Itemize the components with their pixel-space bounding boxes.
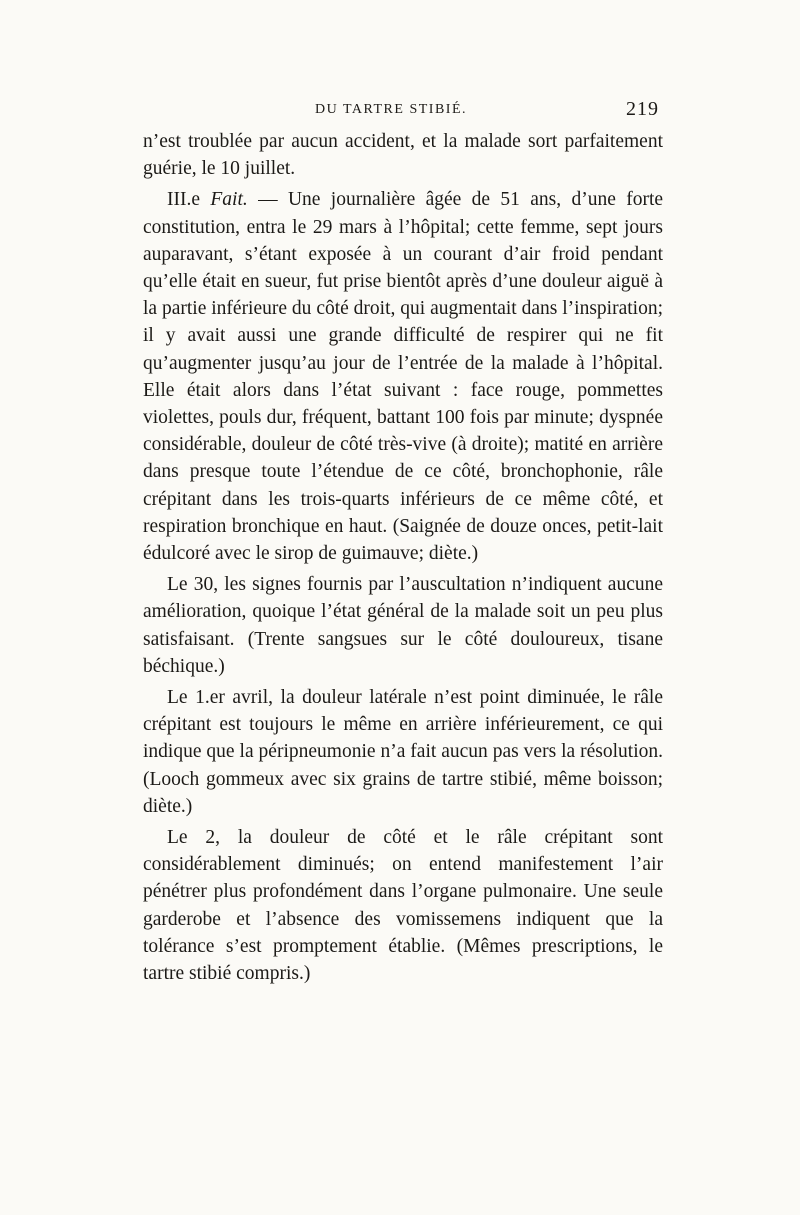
page-number: 219 [626, 98, 659, 120]
case-3-text: — Une journalière âgée de 51 ans, d’une forte constitution, entra le 29 mars à l’hôpital; cette femme, sept jours auparavant, s’étant exposée à un courant d’air froid pendant qu’elle était en sueur, fut prise bientôt après d’une douleur aiguë à la partie inférieure du côté droit, qui augmentait dans l’inspiration; il y avait aussi une grande difficulté de respirer qui ne fit qu’augmenter jusqu’au jour de l’entrée de la malade à l’hôpital. Elle était alors dans l’état suivant : face rouge, pommettes violettes, pouls dur, fréquent, battant 100 fois par minute; dyspnée considérable, douleur de côté très-vive (à droite); matité en arrière dans presque toute l’étendue de ce côté, bronchophonie, râle crépitant dans les trois-quarts inférieurs de ce même côté, et respiration bronchique en haut. (Saignée de douze onces, petit-lait édulcoré avec le sirop de guimauve; diète.) [143, 189, 664, 565]
page-header [143, 98, 663, 128]
paragraph-case-3 [143, 186, 663, 567]
body-text [143, 128, 663, 987]
case-number: III.e [167, 189, 201, 211]
paragraph-continuation: n’est troublée par aucun accident, et la malade sort parfaitement guérie, le 10 juillet. [143, 131, 663, 180]
running-head: DU TARTRE STIBIÉ. [315, 102, 467, 117]
fait-label: Fait. [210, 189, 248, 211]
paragraph-day-30: Le 30, les signes fournis par l’auscultation n’indiquent aucune amélioration, quoique l’état général de la malade soit un peu plus satisfaisant. (Trente sangsues sur le côté douloureux, tisane béchique.) [143, 574, 663, 677]
paragraph-day-2: Le 2, la douleur de côté et le râle crépitant sont considérablement diminués; on entend manifestement l’air pénétrer plus profondément dans l’organe pulmonaire. Une seule garderobe et l’absence des vomissemens indiquent que la tolérance s’est promptement établie. (Mêmes prescriptions, le tartre stibié compris.) [143, 827, 663, 985]
paragraph-april-1: Le 1.er avril, la douleur latérale n’est point diminuée, le râle crépitant est toujours le même en arrière inférieurement, ce qui indique que la péripneumonie n’a fait aucun pas vers la résolution. (Looch gommeux avec six grains de tartre stibié, même boisson; diète.) [143, 687, 663, 817]
book-page [143, 98, 663, 987]
